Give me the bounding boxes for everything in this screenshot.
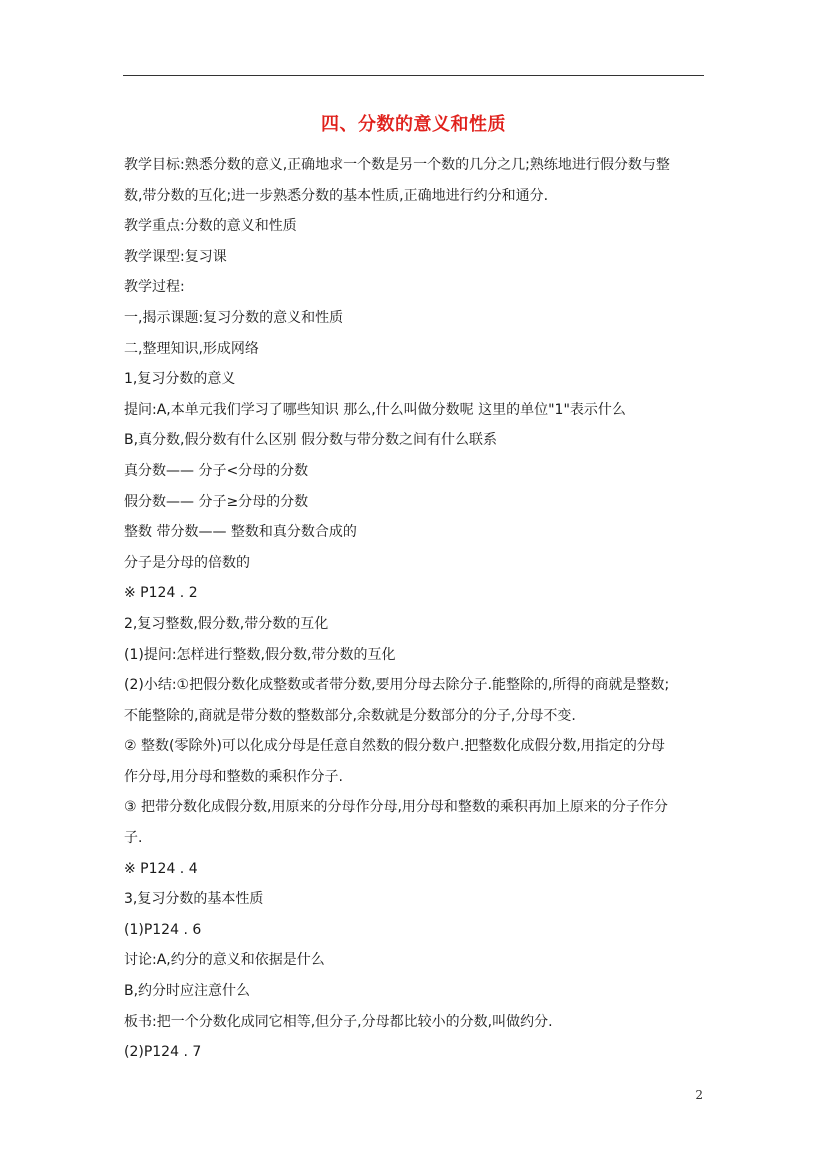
text-line: 教学重点:分数的意义和性质 xyxy=(124,218,297,235)
text-line: ※ P124 . 2 xyxy=(124,585,198,602)
text-line: (1)P124 . 6 xyxy=(124,921,202,938)
text-line: 教学课型:复习课 xyxy=(124,248,227,265)
document-title: 四、分数的意义和性质 xyxy=(321,114,506,135)
text-line: 1,复习分数的意义 xyxy=(124,371,236,388)
text-line: 板书:把一个分数化成同它相等,但分子,分母都比较小的分数,叫做约分. xyxy=(124,1013,553,1030)
text-line: 教学目标:熟悉分数的意义,正确地求一个数是另一个数的几分之几;熟练地进行假分数与整 xyxy=(124,157,670,173)
text-line: 3,复习分数的基本性质 xyxy=(124,891,264,908)
text-line: 2,复习整数,假分数,带分数的互化 xyxy=(124,615,329,632)
text-line: 一,揭示课题:复习分数的意义和性质 xyxy=(124,309,344,326)
text-line: B,真分数,假分数有什么区别 假分数与带分数之间有什么联系 xyxy=(124,432,497,449)
text-line: (1)提问:怎样进行整数,假分数,带分数的互化 xyxy=(124,646,396,663)
text-line: 作分母,用分母和整数的乘积作分子. xyxy=(124,768,343,785)
text-line: 讨论:A,约分的意义和依据是什么 xyxy=(124,952,325,969)
text-line: ※ P124 . 4 xyxy=(124,860,198,877)
header-rule xyxy=(123,75,704,76)
text-line: 整数 带分数—— 整数和真分数合成的 xyxy=(124,524,357,541)
text-line: 分子是分母的倍数的 xyxy=(124,554,250,571)
text-line: 假分数—— 分子≥分母的分数 xyxy=(124,493,309,510)
text-line: 数,带分数的互化;进一步熟悉分数的基本性质,正确地进行约分和通分. xyxy=(124,187,549,204)
text-line: B,约分时应注意什么 xyxy=(124,983,251,1000)
text-line: (2)P124 . 7 xyxy=(124,1044,202,1061)
text-line: ③ 把带分数化成假分数,用原来的分母作分母,用分母和整数的乘积再加上原来的分子作分 xyxy=(124,799,668,816)
text-line: 二,整理知识,形成网络 xyxy=(124,340,259,357)
page-number: 2 xyxy=(695,1088,703,1102)
text-line: 提问:A,本单元我们学习了哪些知识 那么,什么叫做分数呢 这里的单位"1"表示什么 xyxy=(124,401,626,418)
text-line: 不能整除的,商就是带分数的整数部分,余数就是分数部分的分子,分母不变. xyxy=(124,707,576,724)
text-line: 教学过程: xyxy=(124,279,185,296)
document-body xyxy=(124,150,708,1068)
text-line: ② 整数(零除外)可以化成分母是任意自然数的假分数户.把整数化成假分数,用指定的分母 xyxy=(124,738,665,755)
text-line: 真分数—— 分子<分母的分数 xyxy=(124,462,309,479)
text-line: 子. xyxy=(124,830,143,847)
text-line: (2)小结:①把假分数化成整数或者带分数,要用分母去除分子.能整除的,所得的商就是整数; xyxy=(124,677,670,694)
